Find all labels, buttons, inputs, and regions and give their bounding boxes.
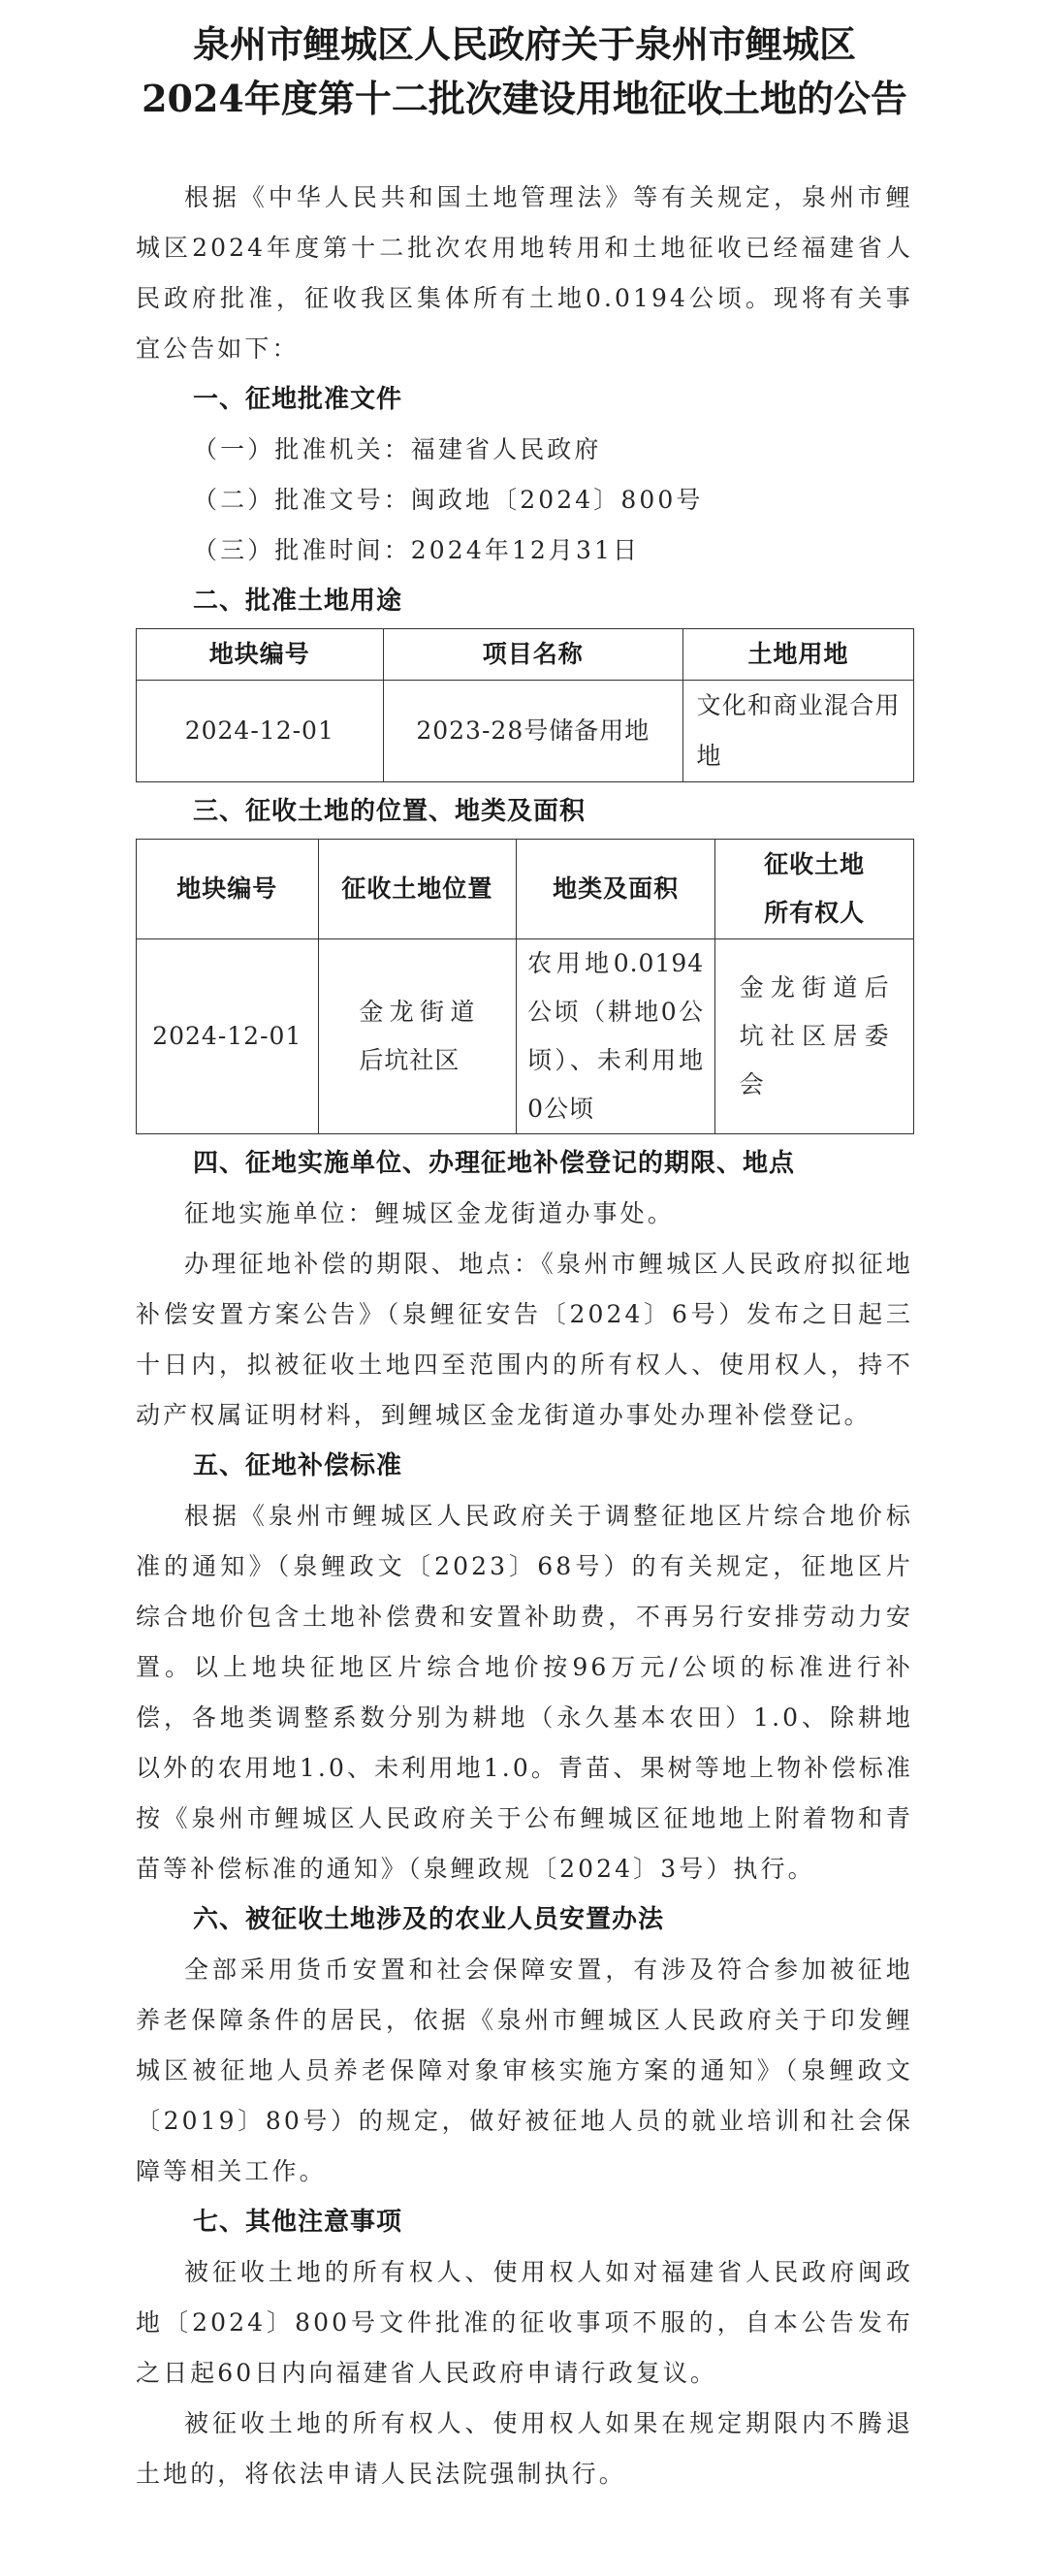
title-line-1: 泉州市鲤城区人民政府关于泉州市鲤城区 xyxy=(192,22,856,66)
table-cell: 2024-12-01 xyxy=(137,939,319,1134)
section-6-paragraph: 全部采用货币安置和社会保障安置，有涉及符合参加被征地养老保障条件的居民，依据《泉州市鲤城区人民政府关于印发鲤城区被征地人员养老保障对象审核实施方案的通知》（泉鲤政文〔2019〕80号）的规定，做好被征地人员的就业培训和社会保障等相关工作。 xyxy=(136,1956,913,2185)
title-line-2: 2024年度第十二批次建设用地征收土地的公告 xyxy=(142,77,907,120)
land-use-table xyxy=(136,628,914,782)
table-header: 地类及面积 xyxy=(517,840,715,939)
notice-title xyxy=(136,17,913,126)
table-cell xyxy=(517,939,715,1134)
table-cell xyxy=(318,939,517,1134)
section-3-heading: 三、征收土地的位置、地类及面积 xyxy=(193,797,587,826)
table-header: 征收土地位置 xyxy=(318,840,517,939)
table-header-row xyxy=(137,629,914,681)
table-row xyxy=(137,939,914,1134)
section-7-paragraph: 被征收土地的所有权人、使用权人如对福建省人民政府闽政地〔2024〕800号文件批准的征收事项不服的，自本公告发布之日起60日内向福建省人民政府申请行政复议。 xyxy=(136,2258,913,2387)
intro-paragraph: 根据《中华人民共和国土地管理法》等有关规定，泉州市鲤城区2024年度第十二批次农用地转用和土地征收已经福建省人民政府批准，征收我区集体所有土地0.0194公顷。现将有关事宜公告如下： xyxy=(136,183,913,363)
section-6-heading: 六、被征收土地涉及的农业人员安置办法 xyxy=(193,1905,665,1934)
table-header xyxy=(715,840,914,939)
approval-date: （三）批准时间：2024年12月31日 xyxy=(193,536,641,564)
table-cell: 2023-28号储备用地 xyxy=(383,681,682,782)
land-location-table xyxy=(136,839,914,1134)
approval-authority: （一）批准机关：福建省人民政府 xyxy=(193,435,602,463)
owner-value: 金龙街道后坑社区居委会 xyxy=(739,973,890,1098)
table-row xyxy=(137,681,914,782)
section-4-heading: 四、征地实施单位、办理征地补偿登记的期限、地点 xyxy=(193,1149,796,1178)
table-cell xyxy=(715,939,914,1134)
land-use-value: 文化和商业混合用地 xyxy=(696,691,901,770)
section-7-heading: 七、其他注意事项 xyxy=(193,2208,403,2237)
notice-body xyxy=(136,173,913,2499)
table-header: 土地用地 xyxy=(683,629,914,681)
land-type-area-value: 农用地0.0194公顷（耕地0公顷）、未利用地0公顷 xyxy=(527,949,705,1123)
section-4-paragraph: 征地实施单位：鲤城区金龙街道办事处。 xyxy=(184,1199,675,1227)
table-header: 项目名称 xyxy=(383,629,682,681)
table-header-row xyxy=(137,840,914,939)
table-cell: 2024-12-01 xyxy=(137,681,384,782)
approval-document-number: （二）批准文号：闽政地〔2024〕800号 xyxy=(193,486,704,514)
owner-header: 征收土地所有权人 xyxy=(764,850,866,927)
section-1-heading: 一、征地批准文件 xyxy=(193,385,403,414)
section-4-paragraph: 办理征地补偿的期限、地点：《泉州市鲤城区人民政府拟征地补偿安置方案公告》（泉鲤征安告〔2024〕6号）发布之日起三十日内，拟被征收土地四至范围内的所有权人、使用权人，持不动产权属证明材料，到鲤城区金龙街道办事处办理补偿登记。 xyxy=(136,1250,913,1429)
section-5-paragraph: 根据《泉州市鲤城区人民政府关于调整征地区片综合地价标准的通知》（泉鲤政文〔2023〕68号）的有关规定，征地区片综合地价包含土地补偿费和安置补助费，不再另行安排劳动力安置。以上地块征地区片综合地价按96万元/公顷的标准进行补偿，各地类调整系数分别为耕地（永久基本农田）1.0、除耕地以外的农用地1.0、未利用地1.0。青苗、果树等地上物补偿标准按《泉州市鲤城区人民政府关于公布鲤城区征地地上附着物和青苗等补偿标准的通知》（泉鲤政规〔2024〕3号）执行。 xyxy=(136,1502,913,1883)
table-header: 地块编号 xyxy=(137,840,319,939)
section-7-paragraph: 被征收土地的所有权人、使用权人如果在规定期限内不腾退土地的，将依法申请人民法院强制执行。 xyxy=(136,2409,913,2488)
location-value: 金龙街道后坑社区 xyxy=(359,998,476,1074)
section-2-heading: 二、批准土地用途 xyxy=(193,587,403,616)
table-cell xyxy=(683,681,914,782)
table-header: 地块编号 xyxy=(137,629,384,681)
section-5-heading: 五、征地补偿标准 xyxy=(193,1451,403,1480)
